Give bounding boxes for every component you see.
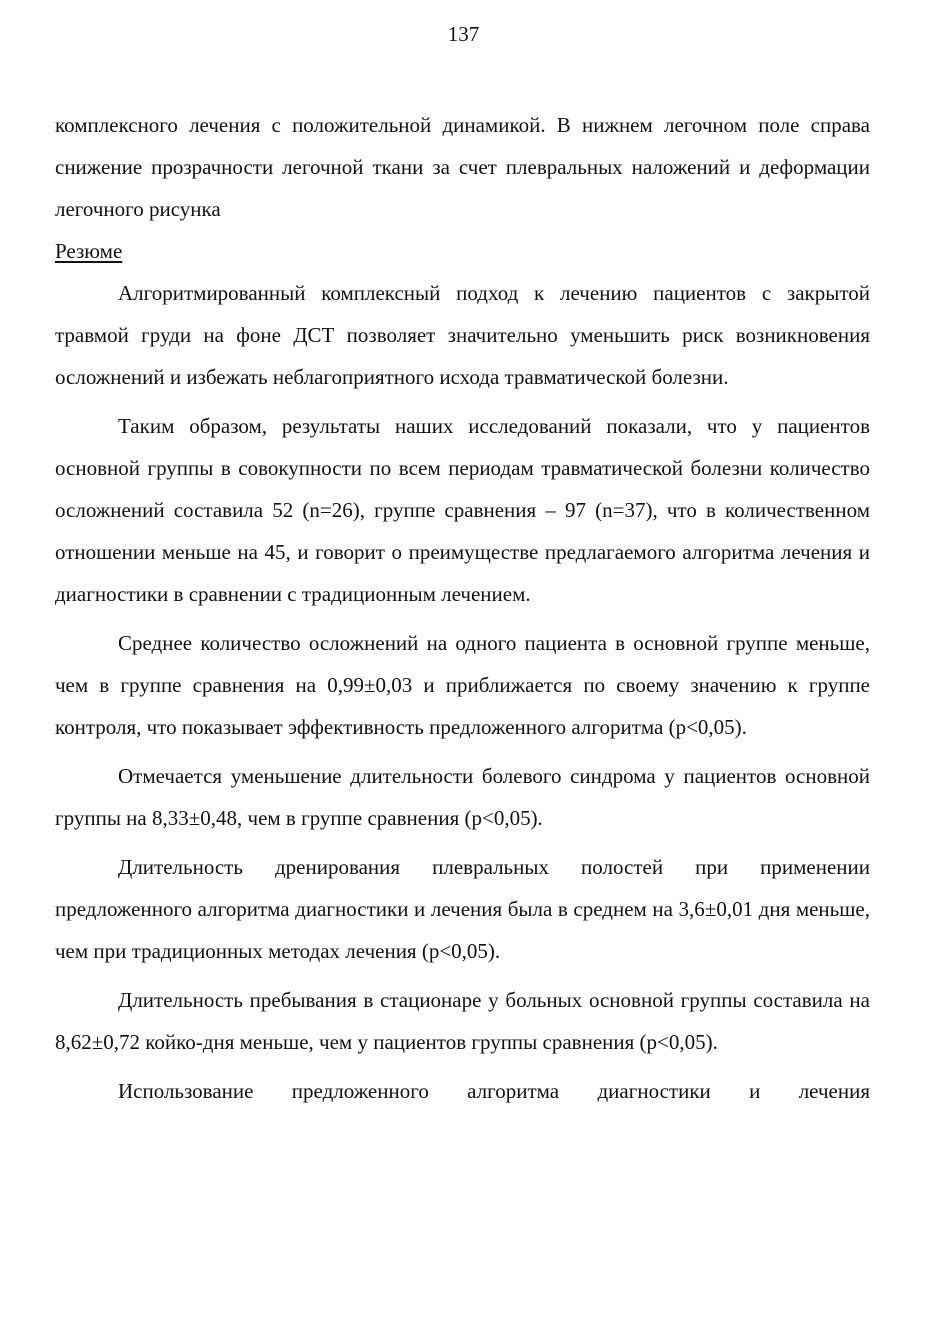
paragraph-pain-syndrome: Отмечается уменьшение длительности болевого синдрома у пациентов основной группы на 8,33±0,48, чем в группе сравнения (p<0,05). <box>55 764 870 830</box>
paragraph-drainage: Длительность дренирования плевральных полостей при применении предложенного алгоритма диагностики и лечения была в среднем на 3,6±0,01 дня меньше, чем при традиционных методах лечения (p<0,05). <box>55 855 870 963</box>
paragraph-average-complications: Среднее количество осложнений на одного пациента в основной группе меньше, чем в группе сравнения на 0,99±0,03 и приближается по своему значению к группе контроля, что показывает эффективность предложенного алгоритма (p<0,05). <box>55 631 870 739</box>
page-number: 137 <box>447 22 480 46</box>
paragraph-hospital-stay: Длительность пребывания в стационаре у больных основной группы составила на 8,62±0,72 койко-дня меньше, чем у пациентов группы сравнения (p<0,05). <box>55 988 870 1054</box>
section-heading-summary: Резюме <box>55 239 123 263</box>
page-body <box>55 104 870 1112</box>
paragraph-continuation: комплексного лечения с положительной динамикой. В нижнем легочном поле справа снижение прозрачности легочной ткани за счет плевральных наложений и деформации легочного рисунка <box>55 113 870 221</box>
paragraph-summary: Алгоритмированный комплексный подход к лечению пациентов с закрытой травмой груди на фоне ДСТ позволяет значительно уменьшить риск возникновения осложнений и избежать неблагоприятного исхода травматической болезни. <box>55 281 870 389</box>
paragraph-algorithm-use: Использование предложенного алгоритма диагностики и лечения <box>118 1079 870 1103</box>
paragraph-results: Таким образом, результаты наших исследований показали, что у пациентов основной группы в совокупности по всем периодам травматической болезни количество осложнений составила 52 (n=26), группе сравнения – 97 (n=37), что в количественном отношении меньше на 45, и говорит о преимуществе предлагаемого алгоритма лечения и диагностики в сравнении с традиционным лечением. <box>55 414 870 606</box>
